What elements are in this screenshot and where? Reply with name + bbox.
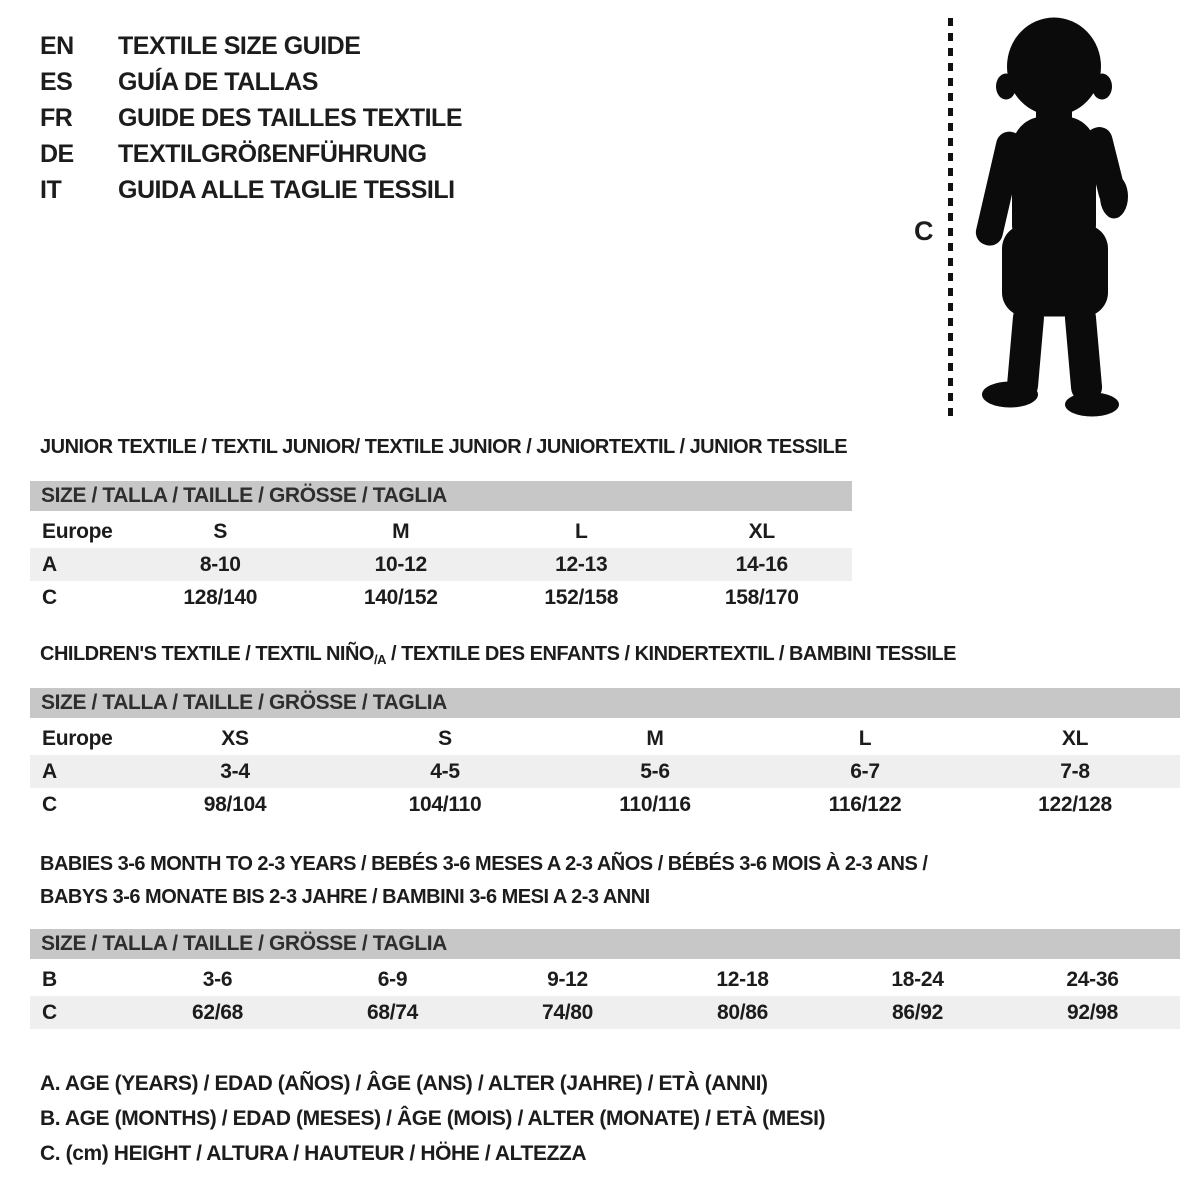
cell-value: 18-24 bbox=[891, 967, 944, 991]
cell-value: 3-6 bbox=[202, 967, 233, 991]
cell-value: 62/68 bbox=[191, 1000, 244, 1024]
height-dashed-line-icon bbox=[948, 18, 953, 418]
language-title: GUIDE DES TAILLES TEXTILE bbox=[118, 103, 463, 132]
cell-value: 3-4 bbox=[220, 759, 250, 783]
row-label: C bbox=[42, 792, 57, 816]
language-code: EN bbox=[40, 31, 74, 60]
cell-value: XL bbox=[1061, 726, 1089, 750]
babies-title-line2: BABYS 3-6 MONATE BIS 2-3 JAHRE / BAMBINI 3-6 MESI A 2-3 ANNI bbox=[40, 886, 650, 908]
height-measure-label: C bbox=[914, 216, 934, 246]
cell-value: 158/170 bbox=[724, 585, 799, 609]
language-title: TEXTILE SIZE GUIDE bbox=[118, 31, 361, 60]
cell-value: 8-10 bbox=[199, 552, 241, 576]
cell-value: 80/86 bbox=[716, 1000, 769, 1024]
language-row-es bbox=[40, 64, 462, 100]
cell-value: 9-12 bbox=[547, 967, 588, 991]
babies-size-table bbox=[30, 929, 1180, 1029]
row-label: A bbox=[42, 759, 57, 783]
cell-value: 116/122 bbox=[828, 792, 902, 816]
cell-value: XS bbox=[221, 726, 249, 750]
cell-value: 24-36 bbox=[1066, 967, 1119, 991]
children-section-title bbox=[40, 643, 956, 667]
language-title: GUÍA DE TALLAS bbox=[118, 67, 318, 96]
cell-value: 86/92 bbox=[891, 1000, 944, 1024]
cell-value: 122/128 bbox=[1038, 792, 1112, 816]
children-row-age-years bbox=[30, 755, 1180, 788]
legend-age-years: A. AGE (YEARS) / EDAD (AÑOS) / ÂGE (ANS) / ALTER (JAHRE) / ETÀ (ANNI) bbox=[40, 1072, 768, 1095]
language-code: FR bbox=[40, 103, 73, 132]
cell-value: XL bbox=[748, 519, 775, 543]
cell-value: 110/116 bbox=[619, 792, 691, 816]
cell-value: 5-6 bbox=[640, 759, 670, 783]
legend-age-months: B. AGE (MONTHS) / EDAD (MESES) / ÂGE (MOIS) / ALTER (MONATE) / ETÀ (MESI) bbox=[40, 1107, 826, 1130]
legend-height-cm: C. (cm) HEIGHT / ALTURA / HAUTEUR / HÖHE / ALTEZZA bbox=[40, 1142, 587, 1165]
babies-row-height-cm bbox=[30, 996, 1180, 1029]
children-size-table bbox=[30, 688, 1180, 821]
cell-value: L bbox=[858, 726, 872, 750]
babies-row-age-months bbox=[30, 963, 1180, 996]
language-row-fr bbox=[40, 100, 462, 136]
children-title-main: CHILDREN'S TEXTILE / TEXTIL NIÑO bbox=[40, 643, 374, 665]
language-title: TEXTILGRÖßENFÜHRUNG bbox=[118, 139, 427, 168]
height-measure-figure bbox=[900, 8, 1195, 423]
language-row-en bbox=[40, 28, 462, 64]
junior-row-height-cm bbox=[30, 581, 852, 614]
cell-value: 92/98 bbox=[1066, 1000, 1119, 1024]
children-size-header-bar: SIZE / TALLA / TAILLE / GRÖSSE / TAGLIA bbox=[30, 688, 1180, 718]
row-label: C bbox=[42, 1000, 57, 1024]
cell-value: L bbox=[574, 519, 588, 543]
cell-value: 12-18 bbox=[716, 967, 769, 991]
cell-value: 128/140 bbox=[183, 585, 258, 609]
row-label: Europe bbox=[42, 726, 113, 750]
junior-size-header-bar: SIZE / TALLA / TAILLE / GRÖSSE / TAGLIA bbox=[30, 481, 852, 511]
language-code: ES bbox=[40, 67, 73, 96]
junior-section-title: JUNIOR TEXTILE / TEXTIL JUNIOR/ TEXTILE JUNIOR / JUNIORTEXTIL / JUNIOR TESSILE bbox=[40, 436, 848, 458]
children-title-sub: /A bbox=[373, 652, 386, 667]
cell-value: S bbox=[213, 519, 228, 543]
cell-value: M bbox=[646, 726, 664, 750]
cell-value: 140/152 bbox=[363, 585, 438, 609]
cell-value: 4-5 bbox=[430, 759, 460, 783]
babies-section-title bbox=[40, 848, 927, 914]
children-title-rest: / TEXTILE DES ENFANTS / KINDERTEXTIL / BAMBINI TESSILE bbox=[385, 643, 956, 665]
language-title: GUIDA ALLE TAGLIE TESSILI bbox=[118, 175, 455, 204]
cell-value: 6-7 bbox=[850, 759, 880, 783]
cell-value: 12-13 bbox=[555, 552, 608, 576]
babies-size-header-bar: SIZE / TALLA / TAILLE / GRÖSSE / TAGLIA bbox=[30, 929, 1180, 959]
toddler-silhouette-icon bbox=[962, 12, 1147, 417]
cell-value: 152/158 bbox=[544, 585, 619, 609]
children-row-height-cm bbox=[30, 788, 1180, 821]
cell-value: 10-12 bbox=[374, 552, 427, 576]
cell-value: M bbox=[392, 519, 410, 543]
cell-value: 98/104 bbox=[203, 792, 267, 816]
row-label: B bbox=[42, 967, 57, 991]
junior-row-europe bbox=[30, 515, 852, 548]
row-label: Europe bbox=[42, 519, 113, 543]
language-code: DE bbox=[40, 139, 74, 168]
language-list bbox=[40, 28, 462, 208]
cell-value: 74/80 bbox=[541, 1000, 594, 1024]
cell-value: 104/110 bbox=[408, 792, 482, 816]
cell-value: 6-9 bbox=[377, 967, 408, 991]
cell-value: 7-8 bbox=[1060, 759, 1090, 783]
language-row-it bbox=[40, 172, 462, 208]
measure-legend bbox=[40, 1066, 825, 1171]
cell-value: 68/74 bbox=[366, 1000, 419, 1024]
language-row-de bbox=[40, 136, 462, 172]
row-label: A bbox=[42, 552, 57, 576]
children-row-europe bbox=[30, 722, 1180, 755]
junior-row-age-years bbox=[30, 548, 852, 581]
row-label: C bbox=[42, 585, 57, 609]
babies-title-line1: BABIES 3-6 MONTH TO 2-3 YEARS / BEBÉS 3-6 MESES A 2-3 AÑOS / BÉBÉS 3-6 MOIS À 2-3 ANS / bbox=[40, 853, 928, 875]
cell-value: 14-16 bbox=[735, 552, 788, 576]
language-code: IT bbox=[40, 175, 62, 204]
cell-value: S bbox=[438, 726, 452, 750]
junior-size-table bbox=[30, 481, 852, 614]
